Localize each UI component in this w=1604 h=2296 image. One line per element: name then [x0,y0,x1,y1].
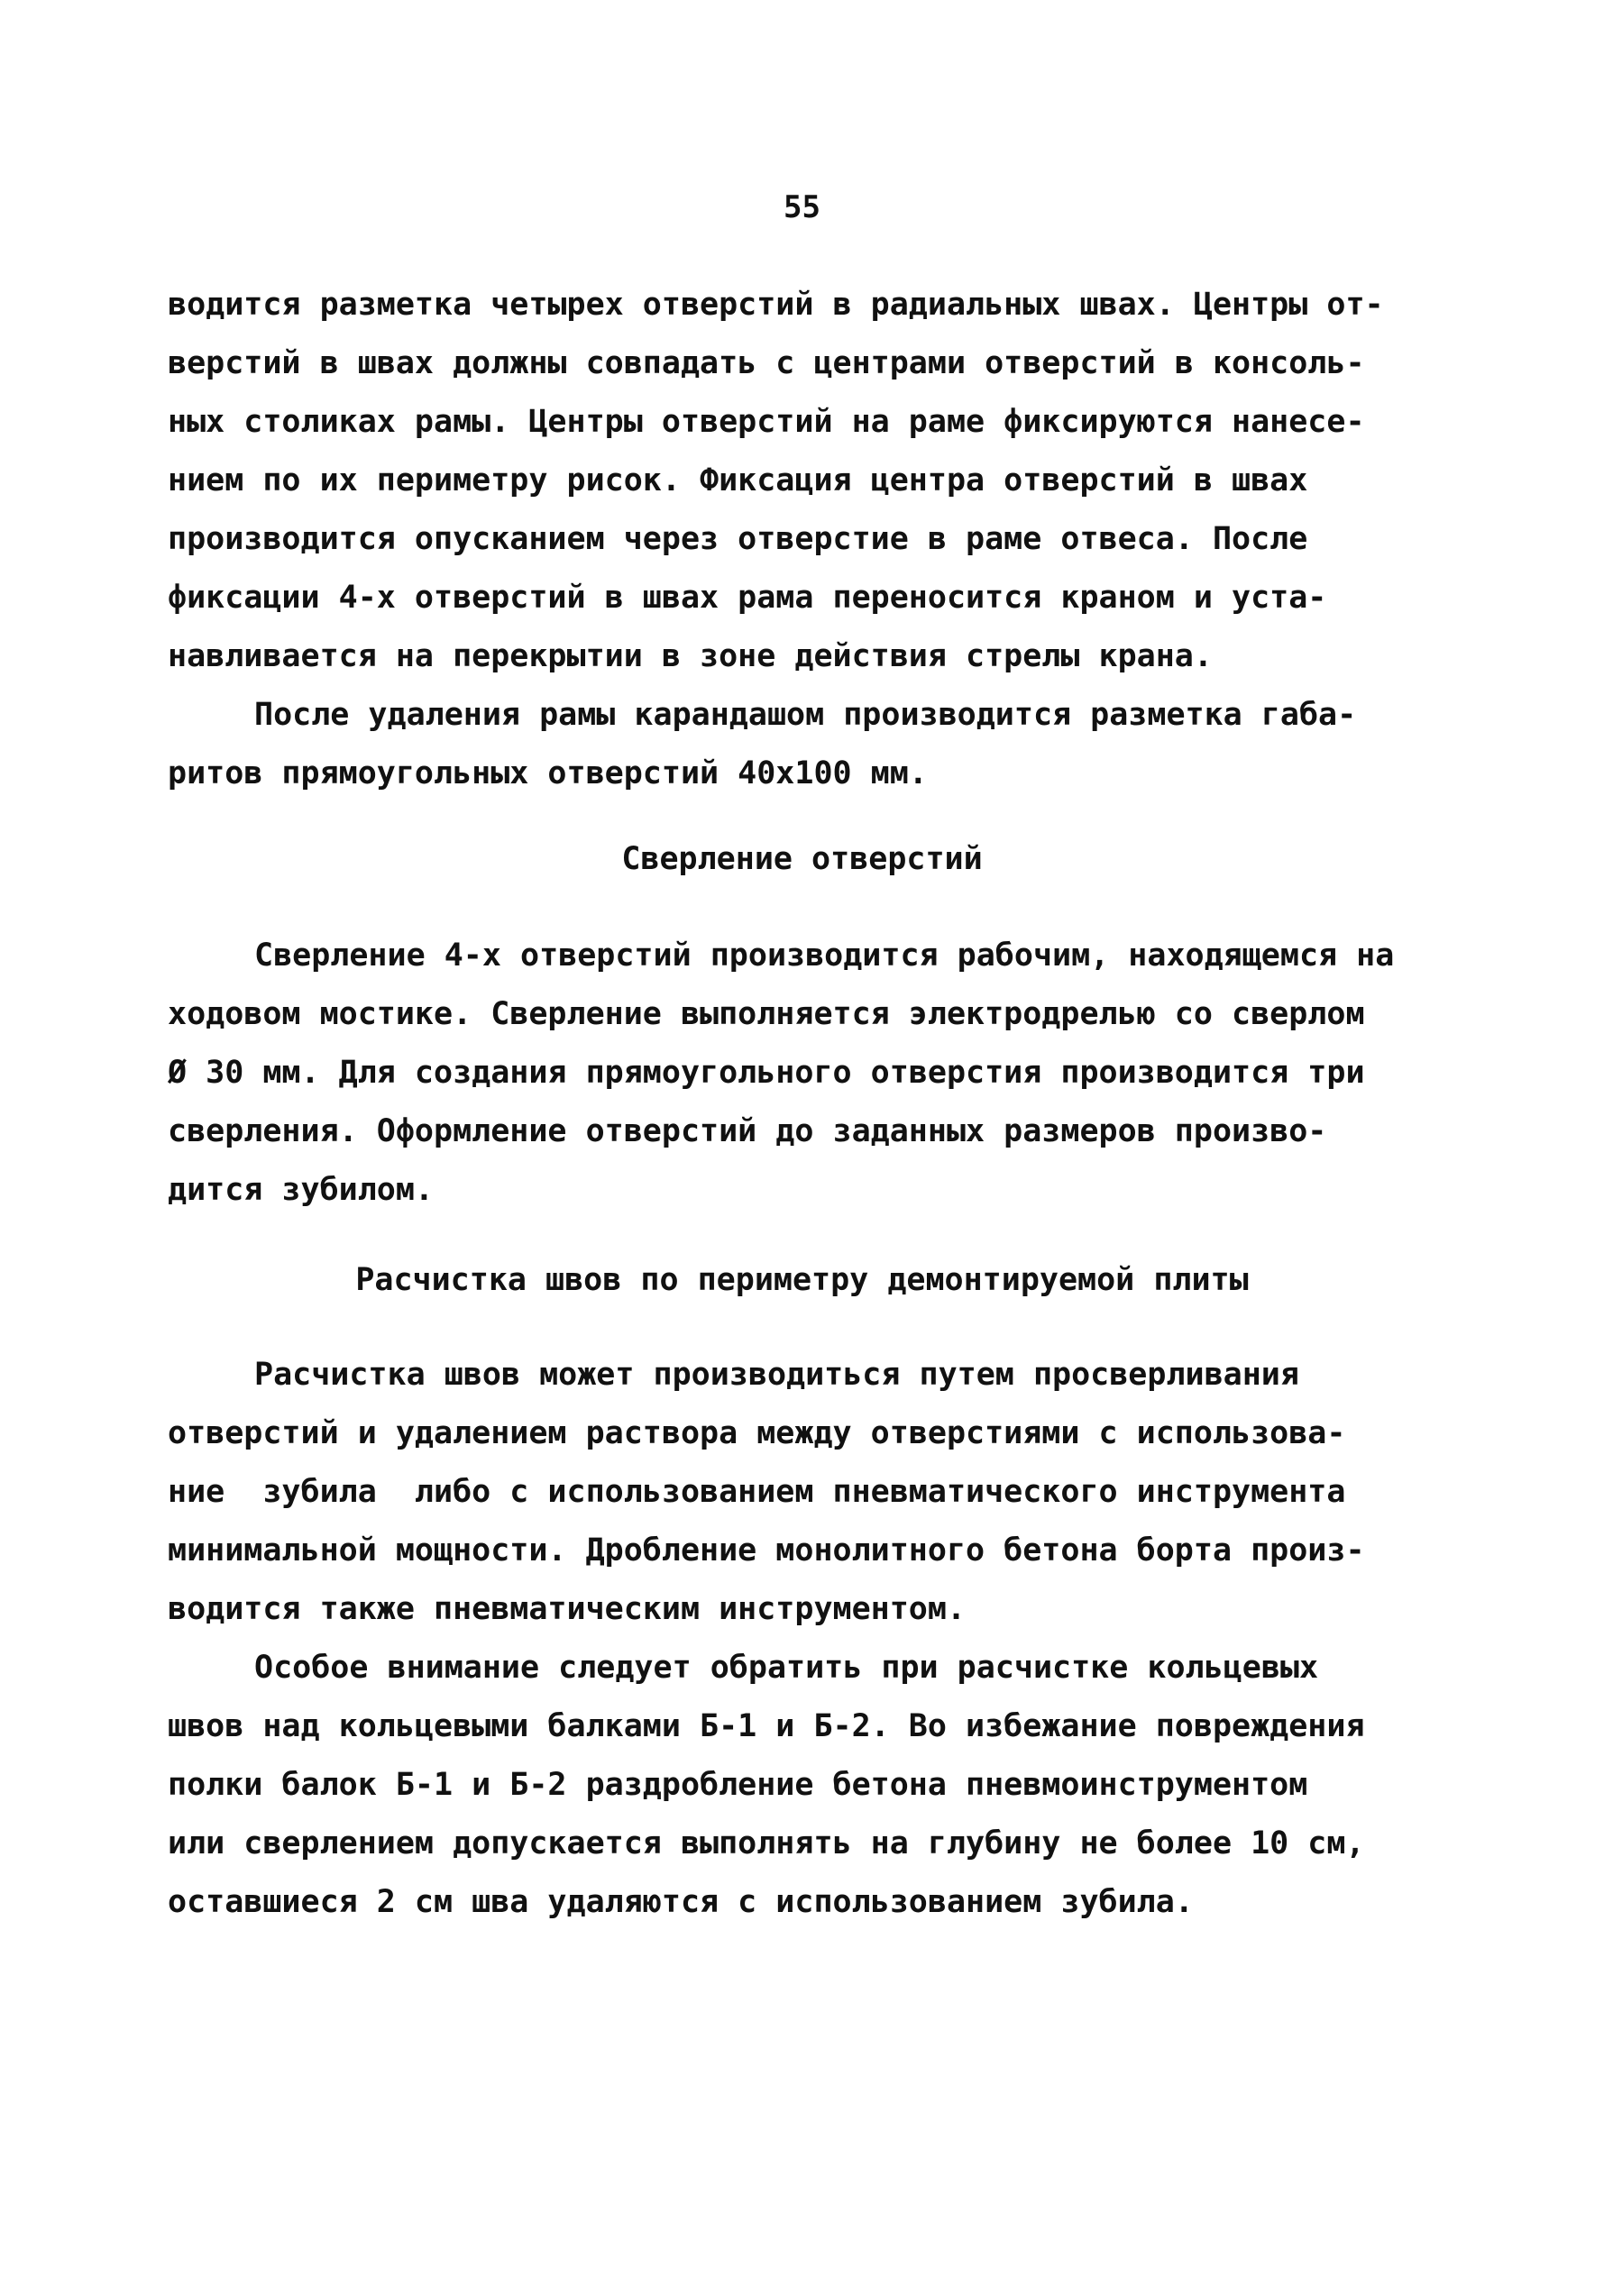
text-line: ных столиках рамы. Центры отверстий на раме фиксируются нанесе- [168,404,1365,440]
text-line: ходовом мостике. Сверление выполняется электродрелью со сверлом [168,996,1365,1032]
text-line: водится также пневматическим инструментом. [168,1591,967,1627]
text-line: водится разметка четырех отверстий в радиальных швах. Центры от- [168,287,1384,323]
text-line: оставшиеся 2 см шва удаляются с использованием зубила. [168,1884,1194,1920]
text-line: нием по их периметру рисок. Фиксация центра отверстий в швах [168,462,1308,499]
text-line: Особое внимание следует обратить при расчистке кольцевых [254,1650,1319,1686]
text-line: швов над кольцевыми балками Б-1 и Б-2. Во избежание повреждения [168,1708,1365,1744]
text-line: верстий в швах должны совпадать с центрами отверстий в консоль- [168,345,1365,381]
section-heading: Сверление отверстий [621,841,983,877]
text-line: отверстий и удалением раствора между отверстиями с использова- [168,1415,1346,1451]
section-heading: Расчистка швов по периметру демонтируемой плиты [355,1262,1249,1298]
text-line: полки балок Б-1 и Б-2 раздробление бетона пневмоинструментом [168,1767,1308,1803]
text-line: ритов прямоугольных отверстий 40х100 мм. [168,755,928,791]
text-line: Сверление 4-х отверстий производится рабочим, находящемся на [254,938,1395,974]
text-line: фиксации 4-х отверстий в швах рама переносится краном и уста- [168,580,1327,616]
text-line: минимальной мощности. Дробление монолитного бетона борта произ- [168,1532,1365,1569]
text-line: навливается на перекрытии в зоне действия стрелы крана. [168,638,1213,674]
text-line: производится опусканием через отверстие в раме отвеса. После [168,521,1308,557]
text-line: Ø 30 мм. Для создания прямоугольного отверстия производится три [168,1055,1365,1091]
text-line: Расчистка швов может производиться путем просверливания [254,1357,1299,1393]
page-number: 55 [784,189,820,225]
text-line: дится зубилом. [168,1172,435,1208]
text-line: ние зубила либо с использованием пневматического инструмента [168,1474,1346,1510]
text-line: сверления. Оформление отверстий до заданных размеров произво- [168,1113,1327,1149]
text-line: После удаления рамы карандашом производится разметка габа- [254,697,1357,733]
text-line: или сверлением допускается выполнять на глубину не более 10 см, [168,1825,1365,1861]
